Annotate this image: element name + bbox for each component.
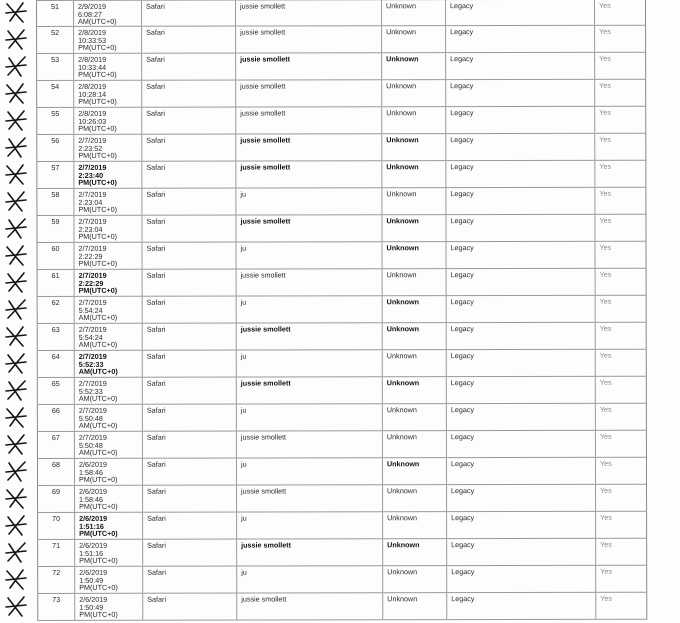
status-cell: Unknown: [382, 0, 446, 25]
zone-line: PM(UTC+0): [79, 529, 118, 539]
table-row: [38, 323, 646, 351]
status-cell: Unknown: [383, 485, 447, 511]
date-line: 2/8/2019: [78, 27, 107, 37]
browser-cell: Safari: [143, 243, 237, 269]
row-number: 62: [38, 297, 75, 323]
status-cell: Unknown: [382, 80, 446, 106]
type-cell: Legacy: [447, 269, 596, 295]
time-line: 2:23:04: [78, 224, 103, 234]
browser-cell: Safari: [142, 135, 236, 161]
check-mark: [6, 408, 26, 427]
deleted-cell: Yes: [599, 161, 612, 171]
status-cell: Unknown: [383, 431, 447, 457]
deleted-cell: Yes: [600, 485, 612, 495]
table-row: [38, 512, 646, 540]
row-number: 51: [37, 1, 74, 26]
zone-line: AM(UTC+0): [78, 448, 118, 458]
time-line: 1:50:49: [79, 575, 104, 585]
date-line: 2/6/2019: [79, 513, 108, 523]
zone-line: PM(UTC+0): [78, 232, 118, 242]
time-line: 5:50:48: [78, 413, 103, 423]
check-mark: [6, 516, 26, 535]
browser-cell: Safari: [143, 567, 237, 593]
date-cell: [74, 1, 142, 26]
table-row: [38, 269, 646, 297]
date-line: 2/7/2019: [78, 243, 107, 253]
browser-cell: Safari: [142, 216, 236, 242]
row-number: 60: [38, 243, 75, 269]
deleted-cell: Yes: [600, 512, 612, 522]
handwritten-check-marks: [0, 0, 40, 623]
date-line: 2/7/2019: [78, 351, 107, 361]
date-cell: [74, 81, 142, 107]
check-mark: [6, 84, 26, 103]
row-number: 54: [37, 81, 74, 107]
date-line: 2/7/2019: [78, 135, 107, 145]
time-line: 10:33:44: [78, 62, 107, 72]
zone-line: AM(UTC+0): [78, 313, 118, 323]
date-cell: [75, 432, 143, 458]
table-row: [37, 107, 645, 135]
date-cell: [75, 540, 143, 566]
search-term-cell: ju: [236, 188, 382, 214]
row-number: 61: [38, 270, 75, 296]
deleted-cell: Yes: [599, 296, 612, 306]
type-cell: Legacy: [447, 512, 596, 538]
status-cell: Unknown: [383, 350, 447, 376]
check-mark: [6, 111, 26, 130]
zone-line: PM(UTC+0): [78, 178, 117, 188]
browser-cell: Safari: [143, 297, 237, 323]
browser-cell: Safari: [143, 594, 237, 620]
browser-cell: Safari: [142, 1, 236, 26]
zone-line: PM(UTC+0): [78, 151, 117, 161]
time-line: 10:33:53: [78, 35, 107, 45]
time-line: 2:23:52: [78, 143, 103, 153]
date-line: 2/7/2019: [78, 216, 107, 226]
search-term-cell: jussie smollett: [236, 134, 382, 160]
type-cell: Legacy: [447, 593, 596, 619]
zone-line: AM(UTC+0): [78, 367, 118, 377]
table-row: [37, 26, 645, 54]
check-mark: [6, 246, 26, 265]
type-cell: Legacy: [447, 242, 596, 268]
search-term-cell: jussie smollett: [236, 161, 382, 187]
type-cell: Legacy: [447, 296, 596, 322]
deleted-cell: Yes: [599, 53, 611, 63]
date-cell: [74, 108, 142, 134]
zone-line: PM(UTC+0): [79, 502, 118, 512]
row-number: 68: [38, 459, 75, 485]
check-mark: [6, 273, 26, 292]
zone-line: AM(UTC+0): [78, 421, 118, 431]
time-line: 5:50:48: [78, 440, 103, 450]
table-row: [37, 215, 645, 243]
search-term-cell: jussie smollett: [237, 593, 383, 619]
row-number: 56: [37, 135, 74, 161]
date-cell: [74, 27, 142, 53]
table-row: [37, 53, 645, 81]
search-term-cell: jussie smollett: [237, 323, 383, 349]
status-cell: Unknown: [383, 458, 447, 484]
zone-line: PM(UTC+0): [78, 97, 117, 107]
time-line: 5:54:24: [78, 332, 103, 342]
date-cell: [75, 297, 143, 323]
table-row: [38, 458, 646, 486]
search-term-cell: jussie smollett: [236, 80, 382, 106]
type-cell: Legacy: [447, 431, 596, 457]
browser-cell: Safari: [142, 108, 236, 134]
type-cell: Legacy: [446, 188, 595, 214]
zone-line: PM(UTC+0): [78, 70, 117, 80]
date-line: 2/7/2019: [78, 324, 107, 334]
date-cell: [74, 135, 142, 161]
deleted-cell: Yes: [600, 539, 612, 549]
browser-cell: Safari: [142, 54, 236, 80]
status-cell: Unknown: [382, 134, 446, 160]
browser-cell: Safari: [142, 189, 236, 215]
date-cell: [74, 54, 142, 80]
browser-cell: Safari: [143, 324, 237, 350]
table-row: [38, 296, 646, 324]
time-line: 2:22:29: [78, 251, 103, 261]
table-row: [38, 431, 646, 459]
search-term-cell: ju: [237, 458, 383, 484]
check-mark: [6, 3, 26, 22]
table-row: [38, 350, 646, 378]
type-cell: Legacy: [447, 539, 596, 565]
deleted-cell: Yes: [599, 242, 612, 252]
deleted-cell: Yes: [599, 269, 612, 279]
time-line: 1:51:16: [79, 548, 104, 558]
date-cell: [75, 270, 143, 296]
browser-cell: Safari: [143, 486, 237, 512]
check-mark: [6, 165, 26, 184]
table-row: [37, 161, 645, 189]
type-cell: Legacy: [446, 215, 595, 241]
table-row: [38, 566, 646, 594]
deleted-cell: Yes: [599, 188, 612, 198]
deleted-cell: Yes: [599, 458, 612, 468]
type-cell: Legacy: [447, 458, 596, 484]
row-number: 70: [38, 513, 75, 539]
row-number: 67: [38, 432, 75, 458]
type-cell: Legacy: [447, 350, 596, 376]
table-row: [38, 485, 646, 513]
date-line: 2/7/2019: [78, 432, 107, 442]
type-cell: Legacy: [447, 566, 596, 592]
date-line: 2/8/2019: [78, 81, 107, 91]
browser-cell: Safari: [143, 540, 237, 566]
date-line: 2/6/2019: [79, 567, 108, 577]
search-term-cell: ju: [237, 512, 383, 538]
row-number: 72: [38, 567, 75, 593]
check-mark: [6, 597, 26, 616]
time-line: 1:51:16: [79, 521, 104, 531]
status-cell: Unknown: [383, 377, 447, 403]
table-row: [38, 539, 646, 567]
zone-line: PM(UTC+0): [79, 583, 118, 593]
type-cell: Legacy: [447, 404, 596, 430]
time-line: 1:58:46: [78, 467, 103, 477]
check-mark: [6, 435, 26, 454]
search-term-cell: jussie smollett: [236, 0, 382, 25]
search-term-cell: jussie smollett: [237, 485, 383, 511]
date-line: 2/7/2019: [78, 270, 107, 280]
date-line: 2/7/2019: [78, 378, 107, 388]
deleted-cell: Yes: [599, 404, 612, 414]
type-cell: Legacy: [447, 323, 596, 349]
status-cell: Unknown: [383, 404, 447, 430]
zone-line: AM(UTC+0): [78, 394, 118, 404]
check-mark: [6, 138, 26, 157]
type-cell: Legacy: [447, 485, 596, 511]
deleted-cell: Yes: [599, 377, 612, 387]
date-line: 2/7/2019: [78, 189, 107, 199]
table-row: [37, 0, 645, 27]
status-cell: Unknown: [382, 107, 446, 133]
deleted-cell: Yes: [600, 566, 612, 576]
search-term-cell: jussie smollett: [237, 377, 383, 403]
check-mark: [6, 219, 26, 238]
type-cell: Legacy: [446, 0, 595, 25]
time-line: 2:23:40: [78, 170, 104, 180]
zone-line: PM(UTC+0): [78, 259, 118, 269]
date-line: 2/7/2019: [78, 162, 107, 172]
date-line: 2/9/2019: [78, 1, 107, 11]
zone-line: PM(UTC+0): [79, 556, 118, 566]
date-cell: [75, 378, 143, 404]
deleted-cell: Yes: [599, 26, 611, 36]
browser-cell: Safari: [143, 405, 237, 431]
row-number: 59: [37, 216, 74, 242]
row-number: 63: [38, 324, 75, 350]
deleted-cell: Yes: [599, 350, 612, 360]
time-line: 10:26:03: [78, 116, 107, 126]
search-term-cell: ju: [237, 566, 383, 592]
check-mark: [6, 192, 26, 211]
time-line: 10:28:14: [78, 89, 107, 99]
date-cell: [74, 189, 142, 215]
date-cell: [75, 594, 143, 620]
time-line: 5:52:33: [78, 359, 104, 369]
status-cell: Unknown: [382, 26, 446, 52]
zone-line: PM(UTC+0): [78, 205, 117, 215]
date-line: 2/7/2019: [78, 297, 107, 307]
search-term-cell: ju: [237, 242, 383, 268]
table-row: [38, 242, 646, 270]
status-cell: Unknown: [382, 188, 446, 214]
search-term-cell: ju: [237, 350, 383, 376]
date-cell: [75, 513, 143, 539]
row-number: 66: [38, 405, 75, 431]
check-mark: [6, 30, 26, 49]
status-cell: Unknown: [383, 269, 447, 295]
status-cell: Unknown: [383, 512, 447, 538]
browser-cell: Safari: [143, 459, 237, 485]
date-line: 2/8/2019: [78, 54, 107, 64]
row-number: 52: [37, 27, 74, 53]
search-term-cell: jussie smollett: [237, 269, 383, 295]
deleted-cell: Yes: [599, 134, 612, 144]
date-line: 2/7/2019: [78, 405, 107, 415]
search-term-cell: ju: [237, 296, 383, 322]
search-term-cell: ju: [237, 404, 383, 430]
date-line: 2/6/2019: [79, 540, 108, 550]
date-cell: [75, 567, 143, 593]
check-mark: [6, 57, 26, 76]
check-mark: [6, 327, 26, 346]
deleted-cell: Yes: [599, 431, 612, 441]
date-line: 2/6/2019: [78, 459, 107, 469]
row-number: 73: [38, 594, 75, 620]
table-row: [38, 593, 646, 621]
date-cell: [75, 459, 143, 485]
time-line: 6:08:27: [78, 9, 103, 19]
search-history-table: [36, 0, 647, 621]
check-mark: [6, 354, 26, 373]
type-cell: Legacy: [446, 134, 595, 160]
search-term-cell: jussie smollett: [237, 539, 383, 565]
type-cell: Legacy: [446, 161, 595, 187]
table-row: [37, 188, 645, 216]
deleted-cell: Yes: [599, 215, 612, 225]
date-line: 2/8/2019: [78, 108, 107, 118]
search-term-cell: jussie smollett: [237, 431, 383, 457]
row-number: 55: [37, 108, 74, 134]
browser-cell: Safari: [143, 270, 237, 296]
status-cell: Unknown: [383, 566, 447, 592]
status-cell: Unknown: [383, 593, 447, 619]
check-mark: [6, 570, 26, 589]
check-mark: [6, 300, 26, 319]
browser-cell: Safari: [142, 162, 236, 188]
status-cell: Unknown: [383, 296, 447, 322]
type-cell: Legacy: [446, 53, 595, 79]
browser-cell: Safari: [142, 81, 236, 107]
time-line: 5:54:24: [78, 305, 103, 315]
time-line: 5:52:33: [78, 386, 103, 396]
deleted-cell: Yes: [599, 107, 611, 117]
check-mark: [6, 462, 26, 481]
table-row: [37, 80, 645, 108]
date-line: 2/6/2019: [79, 594, 108, 604]
zone-line: AM(UTC+0): [78, 340, 118, 350]
status-cell: Unknown: [383, 242, 447, 268]
row-number: 58: [37, 189, 74, 215]
check-mark: [6, 543, 26, 562]
table-row: [37, 134, 645, 162]
deleted-cell: Yes: [599, 323, 612, 333]
zone-line: PM(UTC+0): [78, 475, 118, 485]
deleted-cell: Yes: [599, 0, 611, 10]
browser-cell: Safari: [143, 378, 237, 404]
browser-cell: Safari: [143, 432, 237, 458]
date-cell: [75, 243, 143, 269]
search-term-cell: jussie smollett: [236, 107, 382, 133]
date-cell: [75, 405, 143, 431]
date-cell: [75, 486, 143, 512]
date-cell: [75, 351, 143, 377]
status-cell: Unknown: [382, 215, 446, 241]
date-cell: [74, 162, 142, 188]
browser-cell: Safari: [143, 513, 237, 539]
zone-line: PM(UTC+0): [78, 43, 117, 53]
type-cell: Legacy: [446, 26, 595, 52]
zone-line: PM(UTC+0): [78, 124, 117, 134]
browser-cell: Safari: [143, 351, 237, 377]
type-cell: Legacy: [447, 377, 596, 403]
status-cell: Unknown: [382, 161, 446, 187]
zone-line: PM(UTC+0): [79, 610, 118, 620]
search-term-cell: jussie smollett: [236, 215, 382, 241]
row-number: 64: [38, 351, 75, 377]
status-cell: Unknown: [382, 53, 446, 79]
row-number: 69: [38, 486, 75, 512]
zone-line: AM(UTC+0): [78, 17, 117, 26]
browser-cell: Safari: [142, 27, 236, 53]
time-line: 2:23:04: [78, 197, 103, 207]
type-cell: Legacy: [446, 107, 595, 133]
table-row: [38, 377, 646, 405]
search-term-cell: jussie smollett: [236, 26, 382, 52]
row-number: 53: [37, 54, 74, 80]
check-mark: [6, 381, 26, 400]
deleted-cell: Yes: [599, 80, 611, 90]
table-row: [38, 404, 646, 432]
zone-line: PM(UTC+0): [78, 286, 118, 296]
time-line: 1:58:46: [79, 494, 104, 504]
type-cell: Legacy: [446, 80, 595, 106]
check-mark: [6, 489, 26, 508]
time-line: 1:50:49: [79, 602, 104, 612]
deleted-cell: Yes: [600, 593, 612, 603]
date-cell: [74, 216, 142, 242]
row-number: 71: [38, 540, 75, 566]
time-line: 2:22:29: [78, 278, 104, 288]
date-cell: [75, 324, 143, 350]
status-cell: Unknown: [383, 539, 447, 565]
row-number: 65: [38, 378, 75, 404]
date-line: 2/6/2019: [79, 486, 108, 496]
row-number: 57: [37, 162, 74, 188]
search-term-cell: jussie smollett: [236, 53, 382, 79]
status-cell: Unknown: [383, 323, 447, 349]
